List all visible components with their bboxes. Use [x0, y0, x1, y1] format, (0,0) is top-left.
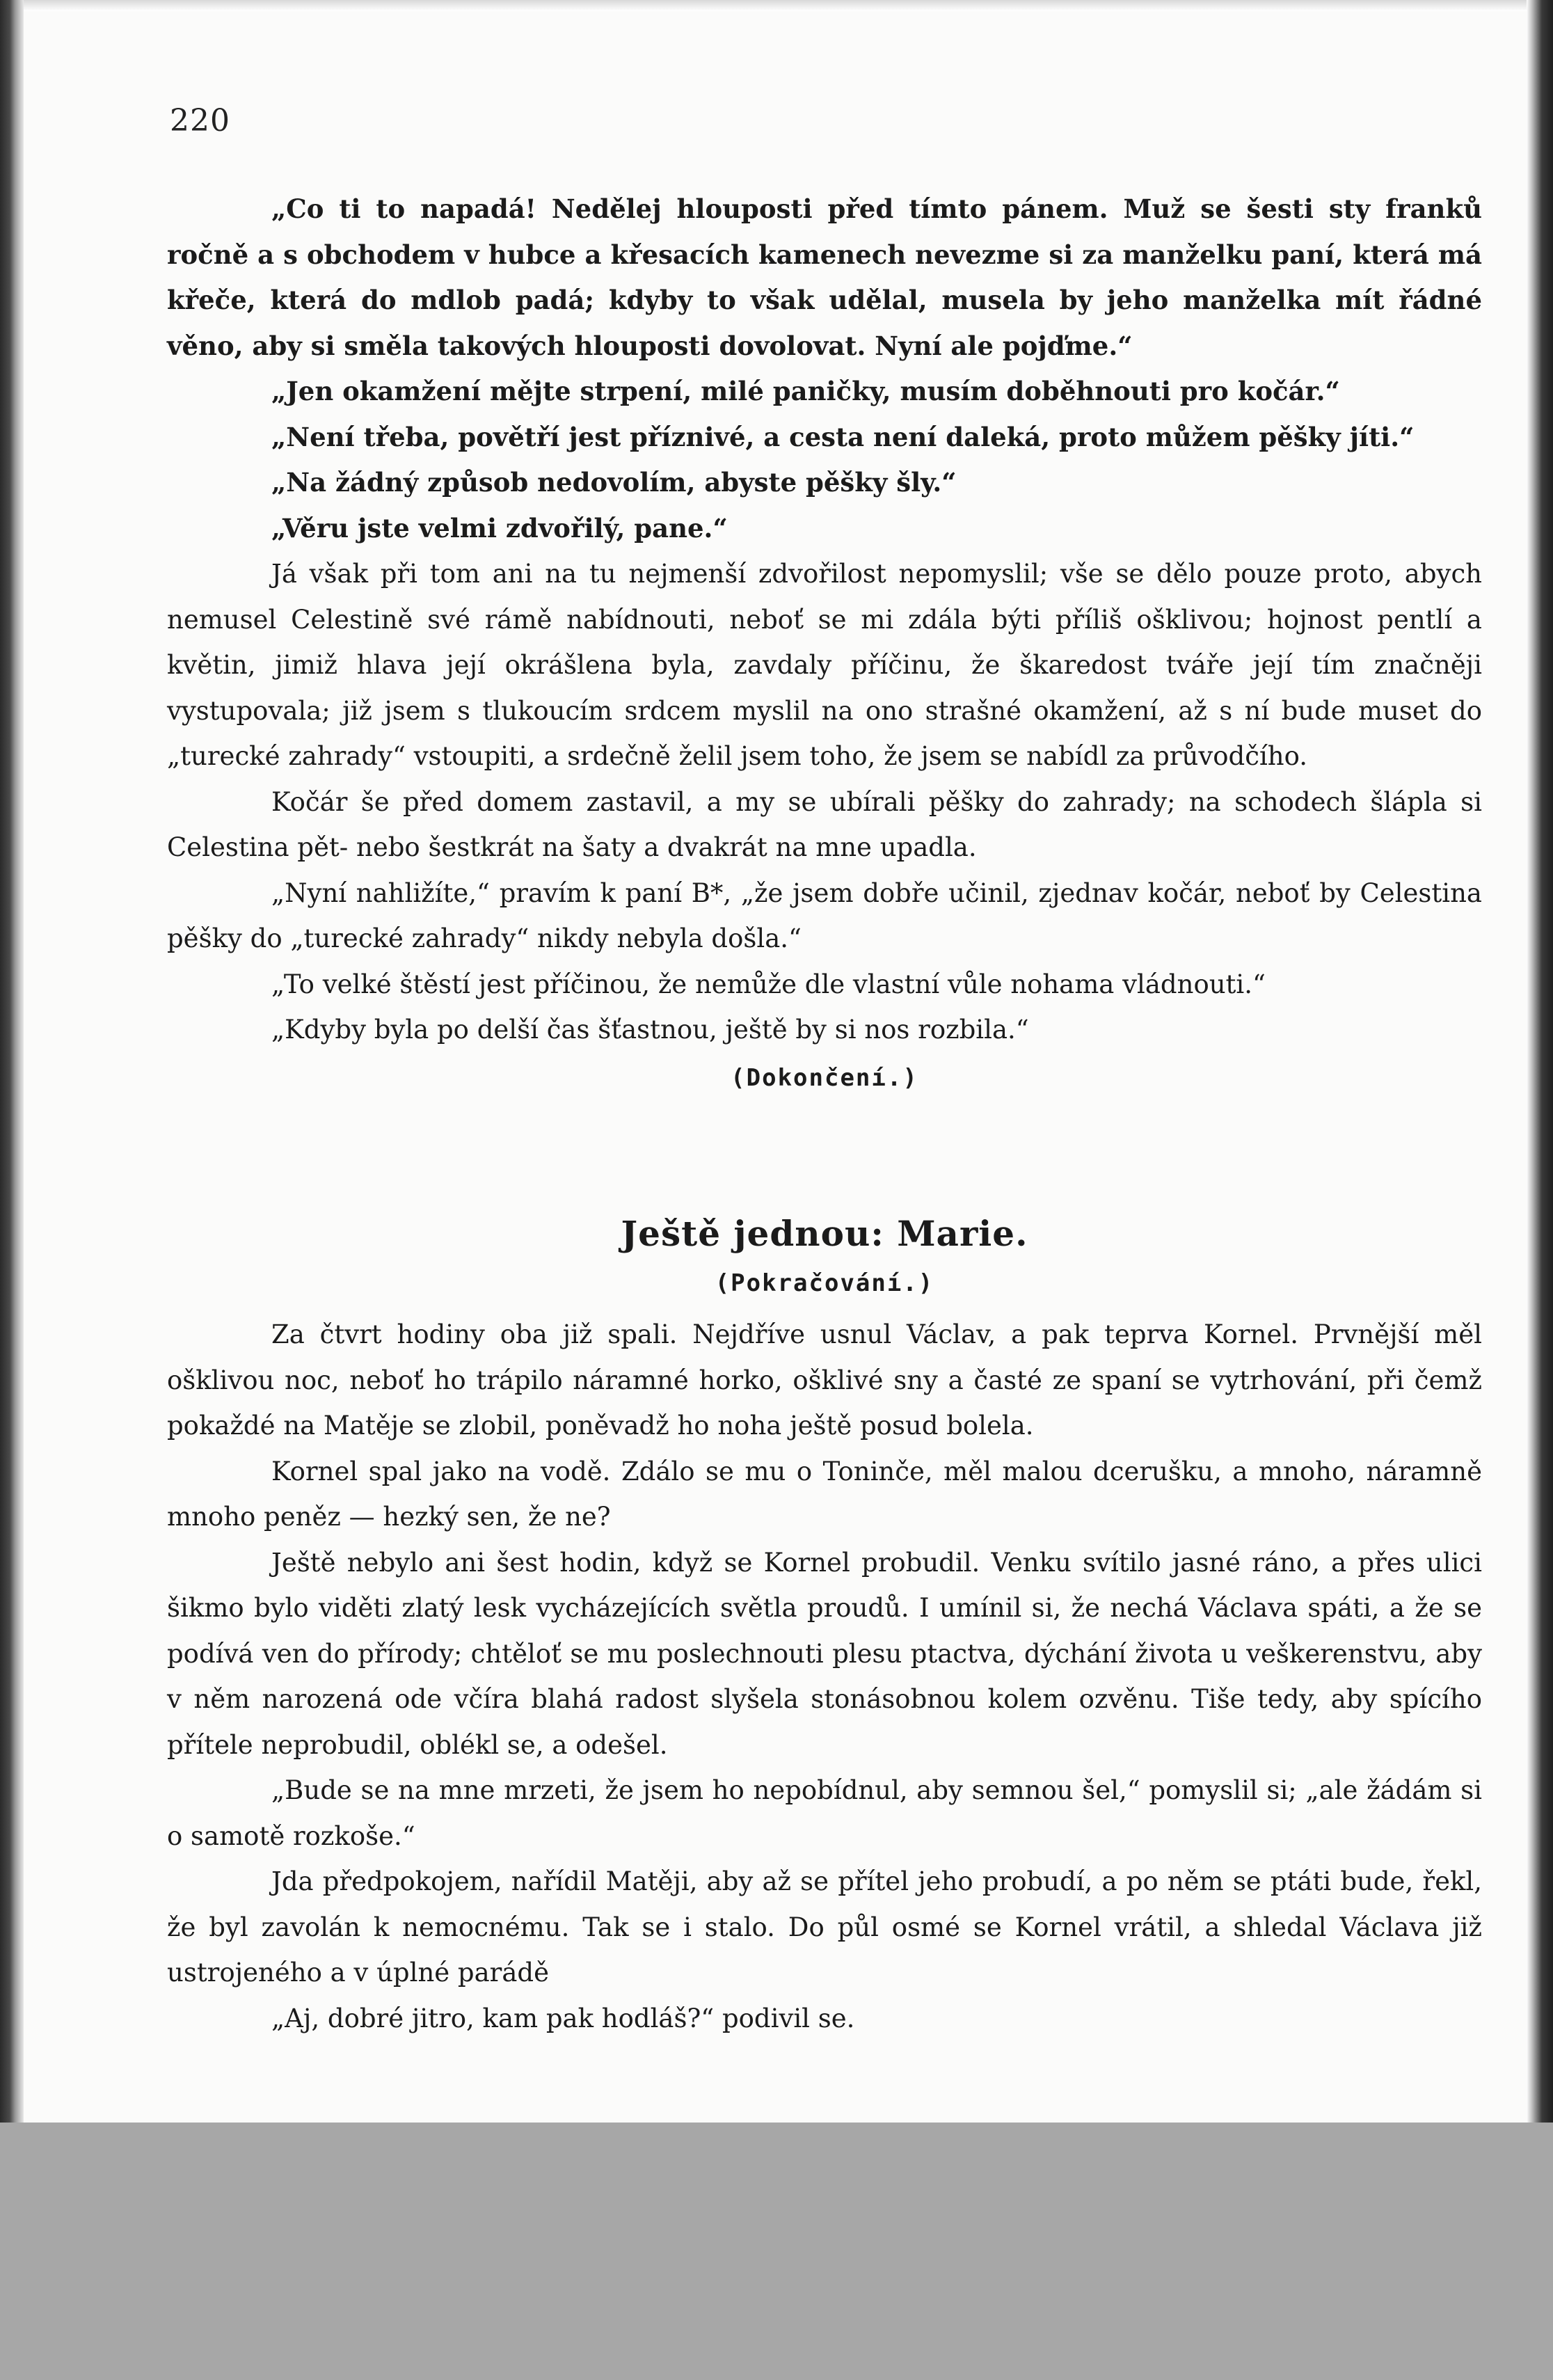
scan-edge-top	[0, 0, 1553, 11]
paragraph: Kornel spal jako na vodě. Zdálo se mu o Toninče, měl malou dcerušku, a mnoho, náramně mnoho peněz — hezký sen, že ne?	[167, 1456, 1482, 1532]
paragraph: „Na žádný způsob nedovolím, abyste pěšky šly.“	[271, 467, 957, 498]
paragraph: „Kdyby byla po delší čas šťastnou, ještě by si nos rozbila.“	[271, 1015, 1029, 1045]
section-subtitle: (Pokračování.)	[715, 1269, 934, 1297]
section-title: Ještě jednou: Marie.	[621, 1213, 1028, 1254]
paragraph: Kočár še před domem zastavil, a my se ubírali pěšky do zahrady; na schodech šlápla si Celestina pět- nebo šestkrát na šaty a dvakrát na mne upadla.	[167, 786, 1482, 862]
paragraph: Za čtvrt hodiny oba již spali. Nejdříve usnul Václav, a pak teprva Kornel. Prvnější měl ošklivou noc, neboť ho trápilo náramné horko, ošklivé sny a časté ze spaní se vytrhování, při čemž pokaždé na Matěje se zlobil, poněvadž ho noha ještě posud bolela.	[167, 1319, 1482, 1441]
paragraph: „Není třeba, povětří jest příznivé, a cesta není daleká, proto můžem pěšky jíti.“	[271, 421, 1415, 452]
paragraph: „Nyní nahližíte,“ pravím k paní B*, „že jsem dobře učinil, zjednav kočár, neboť by Celestina pěšky do „turecké zahrady“ nikdy nebyla došla.“	[167, 878, 1482, 953]
scan-edge-right	[1527, 0, 1553, 2123]
paragraph: Jda předpokojem, nařídil Matěji, aby až se přítel jeho probudí, a po něm se ptáti bude, řekl, že byl zavolán k nemocnému. Tak se i stalo. Do půl osmé se Kornel vrátil, a shledal Václava již ustrojeného a v úplné parádě	[167, 1866, 1482, 1988]
paragraph: „Aj, dobré jitro, kam pak hodláš?“ podivil se.	[271, 2003, 855, 2033]
paragraph: „Co ti to napadá! Nedělej hlouposti před tímto pánem. Muž se šesti sty franků ročně a s obchodem v hubce a křesacích kamenech nevezme si za manželku paní, která má křeče, která do mdlob padá; kdyby to však udělal, musela by jeho manželka mít řádné věno, aby si směla takových hlouposti dovolovat. Nyní ale pojďme.“	[167, 193, 1482, 361]
story-continuation	[167, 187, 1482, 1101]
scanner-bottom-band	[0, 2123, 1553, 2380]
paragraph: „Jen okamžení mějte strpení, milé paničky, musím doběhnouti pro kočár.“	[271, 376, 1340, 406]
story-section	[167, 1211, 1482, 2041]
page-number: 220	[170, 103, 230, 138]
paragraph: „Věru jste velmi zdvořilý, pane.“	[271, 512, 728, 544]
paragraph: Já však při tom ani na tu nejmenší zdvořilost nepomyslil; vše se dělo pouze proto, abych nemusel Celestině své rámě nabídnouti, neboť se mi zdála býti příliš ošklivou; hojnost pentlí a květin, jimiž hlava její okrášlena byla, zavdaly příčinu, že škaredost tváře její tím značněji vystupovala; již jsem s tlukoucím srdcem myslil na ono strašné okamžení, až s ní bude muset do „turecké zahrady“ vstoupiti, a srdečně želil jsem toho, že jsem se nabídl za průvodčího.	[167, 559, 1482, 771]
scan-edge-left	[0, 0, 24, 2123]
paragraph: „To velké štěstí jest příčinou, že nemůže dle vlastní vůle nohama vládnouti.“	[271, 969, 1266, 999]
paragraph: Ještě nebylo ani šest hodin, když se Kornel probudil. Venku svítilo jasné ráno, a přes ulici šikmo bylo viděti zlatý lesk vycházejících světla proudů. I umínil si, že nechá Václava spáti, a že se podívá ven do přírody; chtěloť se mu poslechnouti plesu ptactva, dýchání života u veškerenstvu, aby v něm narozená ode včíra blahá radost slyšela stonásobnou kolem ozvěnu. Tiše tedy, aby spícího přítele neprobudil, oblékl se, a odešel.	[167, 1547, 1482, 1760]
continuation-note: (Dokončení.)	[731, 1063, 918, 1092]
paragraph: „Bude se na mne mrzeti, že jsem ho nepobídnul, aby semnou šel,“ pomyslil si; „ale žádám si o samotě rozkoše.“	[167, 1775, 1482, 1851]
